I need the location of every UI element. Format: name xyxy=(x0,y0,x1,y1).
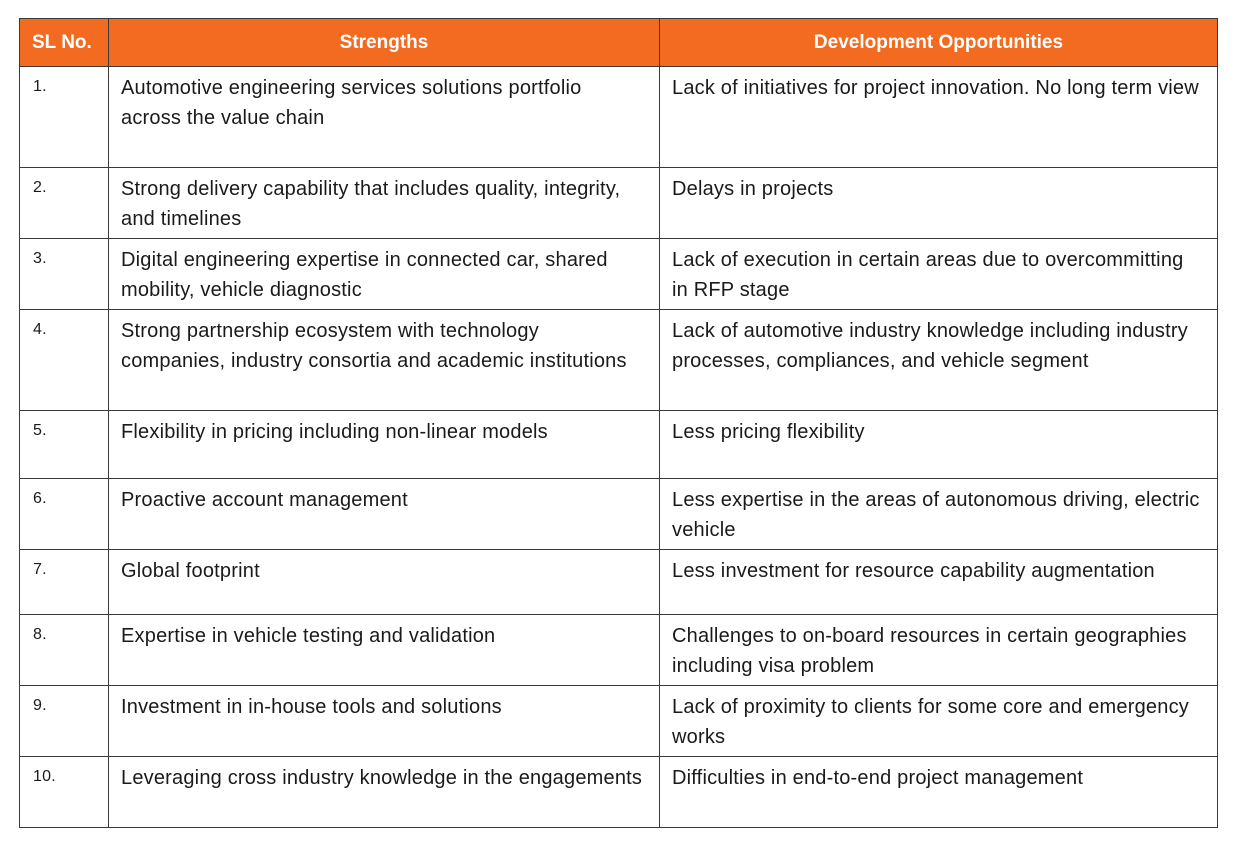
opportunity-cell: Lack of initiatives for project innovation. No long term view xyxy=(660,67,1218,168)
row-number: 3. xyxy=(20,239,109,310)
table-row xyxy=(20,686,1218,757)
row-number: 9. xyxy=(20,686,109,757)
opportunity-cell: Difficulties in end-to-end project management xyxy=(660,757,1218,828)
table-row xyxy=(20,550,1218,615)
row-number: 5. xyxy=(20,411,109,479)
header-strengths: Strengths xyxy=(109,19,660,67)
strength-cell: Leveraging cross industry knowledge in the engagements xyxy=(109,757,660,828)
strength-cell: Flexibility in pricing including non-linear models xyxy=(109,411,660,479)
strength-cell: Global footprint xyxy=(109,550,660,615)
table-row xyxy=(20,479,1218,550)
table-row xyxy=(20,239,1218,310)
row-number: 7. xyxy=(20,550,109,615)
table-row xyxy=(20,310,1218,411)
opportunity-cell: Less expertise in the areas of autonomous driving, electric vehicle xyxy=(660,479,1218,550)
strength-cell: Expertise in vehicle testing and validation xyxy=(109,615,660,686)
opportunity-cell: Challenges to on-board resources in certain geographies including visa problem xyxy=(660,615,1218,686)
row-number: 4. xyxy=(20,310,109,411)
strength-cell: Proactive account management xyxy=(109,479,660,550)
table-row xyxy=(20,615,1218,686)
table-row xyxy=(20,411,1218,479)
opportunity-cell: Lack of automotive industry knowledge including industry processes, compliances, and vehicle segment xyxy=(660,310,1218,411)
row-number: 8. xyxy=(20,615,109,686)
strength-cell: Investment in in-house tools and solutions xyxy=(109,686,660,757)
row-number: 2. xyxy=(20,168,109,239)
table-row xyxy=(20,757,1218,828)
header-sl-no: SL No. xyxy=(20,19,109,67)
strength-cell: Digital engineering expertise in connected car, shared mobility, vehicle diagnostic xyxy=(109,239,660,310)
opportunity-cell: Less investment for resource capability augmentation xyxy=(660,550,1218,615)
opportunity-cell: Lack of execution in certain areas due to overcommitting in RFP stage xyxy=(660,239,1218,310)
opportunity-cell: Less pricing flexibility xyxy=(660,411,1218,479)
strength-cell: Strong partnership ecosystem with technology companies, industry consortia and academic institutions xyxy=(109,310,660,411)
strength-cell: Automotive engineering services solutions portfolio across the value chain xyxy=(109,67,660,168)
opportunity-cell: Delays in projects xyxy=(660,168,1218,239)
row-number: 1. xyxy=(20,67,109,168)
header-development-opportunities: Development Opportunities xyxy=(660,19,1218,67)
row-number: 10. xyxy=(20,757,109,828)
table-row xyxy=(20,168,1218,239)
strengths-opportunities-table xyxy=(19,18,1218,828)
opportunity-cell: Lack of proximity to clients for some core and emergency works xyxy=(660,686,1218,757)
table-row xyxy=(20,67,1218,168)
header-row xyxy=(20,19,1218,67)
strength-cell: Strong delivery capability that includes quality, integrity, and timelines xyxy=(109,168,660,239)
row-number: 6. xyxy=(20,479,109,550)
